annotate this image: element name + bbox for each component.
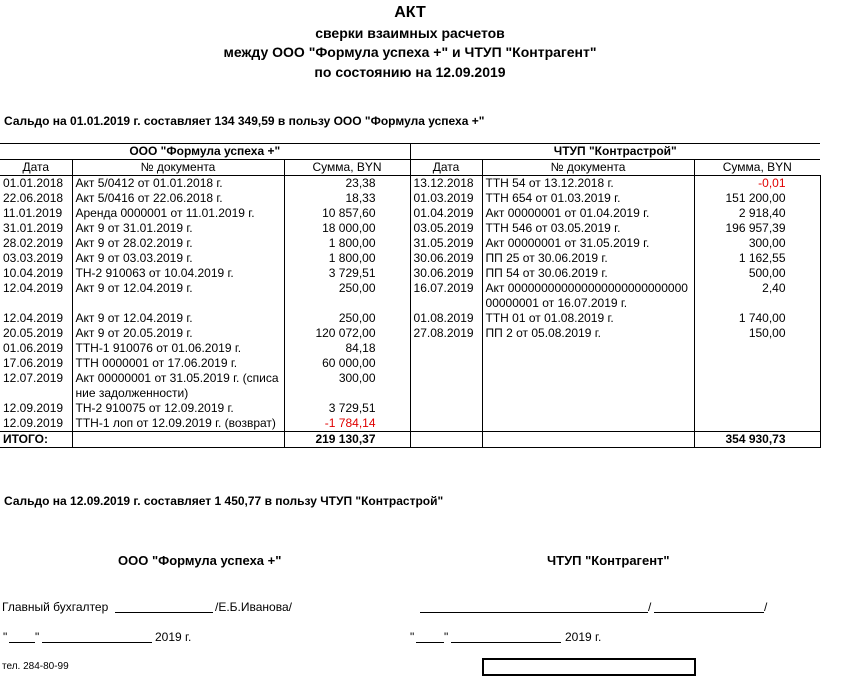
table-row [0,356,820,371]
left-sum-cell: 3 729,51 [284,266,410,281]
left-doc-cell: Аренда 0000001 от 11.01.2019 г. [72,206,284,221]
right-party-header: ЧТУП "Контрастрой" [410,144,820,160]
document-subtitle-1: сверки взаимных расчетов [315,25,505,41]
total-left-sum: 219 130,37 [284,432,410,448]
saldo-start: Сальдо на 01.01.2019 г. составляет 134 349,59 в пользу ООО "Формула успеха +" [4,114,485,128]
right-doc-cell [482,341,694,356]
right-date-cell: 31.05.2019 [410,236,482,251]
left-sum-cell: 18,33 [284,191,410,206]
right-doc-cell: ПП 25 от 30.06.2019 г. [482,251,694,266]
right-name-line [654,612,764,613]
left-doc-cell: Акт 00000001 от 31.05.2019 г. (списание задолженности) [72,371,284,401]
left-doc-cell: ТТН-1 лоп от 12.09.2019 г. (возврат) [72,416,284,432]
left-sum-cell: 84,18 [284,341,410,356]
left-doc-cell: Акт 9 от 20.05.2019 г. [72,326,284,341]
right-date-quote-open: " [410,630,415,644]
right-doc-cell: ТТН 546 от 03.05.2019 г. [482,221,694,236]
left-doc-header: № документа [72,160,284,176]
left-sum-cell: 18 000,00 [284,221,410,236]
table-row [0,401,820,416]
signature-left-party: ООО "Формула успеха +" [118,553,282,568]
left-date-cell: 31.01.2019 [0,221,72,236]
right-month-line [451,642,561,643]
right-sum-cell: 1 740,00 [694,311,820,326]
left-date-cell: 12.04.2019 [0,281,72,311]
right-date-year: 2019 г. [565,630,602,644]
left-date-cell: 01.06.2019 [0,341,72,356]
right-date-cell: 01.04.2019 [410,206,482,221]
left-date-cell: 12.04.2019 [0,311,72,326]
left-date-year: 2019 г. [155,630,192,644]
total-row [0,432,820,448]
table-row [0,221,820,236]
left-sum-cell: 10 857,60 [284,206,410,221]
table-row [0,206,820,221]
right-sum-cell: 196 957,39 [694,221,820,236]
right-sum-cell [694,416,820,432]
right-sum-cell: 150,00 [694,326,820,341]
right-date-cell: 30.06.2019 [410,251,482,266]
left-sum-cell: 300,00 [284,371,410,401]
table-row [0,281,820,311]
right-doc-cell: ТТН 54 от 13.12.2018 г. [482,176,694,192]
right-sum-cell: 151 200,00 [694,191,820,206]
left-sum-cell: 1 800,00 [284,236,410,251]
left-sum-cell: 250,00 [284,281,410,311]
saldo-end: Сальдо на 12.09.2019 г. составляет 1 450,77 в пользу ЧТУП "Контрастрой" [4,494,444,508]
right-signature-slash-end: / [764,600,768,614]
right-sum-cell: 1 162,55 [694,251,820,266]
right-doc-cell [482,416,694,432]
left-date-header: Дата [0,160,72,176]
left-date-cell: 22.06.2018 [0,191,72,206]
table-row [0,416,820,432]
left-date-cell: 20.05.2019 [0,326,72,341]
left-sum-header: Сумма, BYN [284,160,410,176]
document-subtitle-2: между ООО "Формула успеха +" и ЧТУП "Контрагент" [223,44,597,60]
left-date-cell: 12.09.2019 [0,401,72,416]
left-doc-cell: Акт 5/0412 от 01.01.2018 г. [72,176,284,192]
document-title: АКТ [394,4,426,21]
left-doc-cell: Акт 9 от 12.04.2019 г. [72,281,284,311]
right-doc-cell [482,401,694,416]
total-spacer [410,432,482,448]
left-date-cell: 12.07.2019 [0,371,72,401]
table-party-header-row [0,144,820,160]
table-row [0,341,820,356]
table-column-header-row [0,160,820,176]
left-doc-cell: Акт 9 от 03.03.2019 г. [72,251,284,266]
right-sum-cell: 2,40 [694,281,820,311]
right-doc-cell: Акт 00000000000000000000000000000000001 от 16.07.2019 г. [482,281,694,311]
right-sum-header: Сумма, BYN [694,160,820,176]
document-subtitle-3: по состоянию на 12.09.2019 [314,64,506,80]
left-month-line [42,642,152,643]
reconciliation-table [0,143,821,448]
left-date-cell: 12.09.2019 [0,416,72,432]
right-date-cell [410,341,482,356]
left-signature-line [115,612,213,613]
right-sum-cell: 300,00 [694,236,820,251]
table-row [0,176,820,192]
left-doc-cell: Акт 5/0416 от 22.06.2018 г. [72,191,284,206]
right-sum-cell: -0,01 [694,176,820,192]
left-date-cell: 17.06.2019 [0,356,72,371]
left-sum-cell: 3 729,51 [284,401,410,416]
right-signature-line [420,612,648,613]
left-date-quote-open: " [3,630,8,644]
right-date-cell: 16.07.2019 [410,281,482,311]
left-date-cell: 28.02.2019 [0,236,72,251]
right-doc-cell: Акт 00000001 от 01.04.2019 г. [482,206,694,221]
left-sum-cell: -1 784,14 [284,416,410,432]
right-date-cell [410,416,482,432]
right-sum-cell [694,371,820,401]
right-doc-cell: Акт 00000001 от 31.05.2019 г. [482,236,694,251]
right-doc-cell: ТТН 654 от 01.03.2019 г. [482,191,694,206]
left-doc-cell: ТН-2 910075 от 12.09.2019 г. [72,401,284,416]
right-day-line [416,642,444,643]
right-doc-cell: ТТН 01 от 01.08.2019 г. [482,311,694,326]
total-right-sum: 354 930,73 [694,432,820,448]
accountant-label: Главный бухгалтер [2,600,109,614]
right-date-cell [410,356,482,371]
right-signature-slash: / [648,600,652,614]
left-sum-cell: 250,00 [284,311,410,326]
left-doc-cell: ТН-2 910063 от 10.04.2019 г. [72,266,284,281]
right-date-quote-close: " [444,630,449,644]
table-row [0,311,820,326]
right-sum-cell: 2 918,40 [694,206,820,221]
right-date-cell [410,401,482,416]
right-doc-cell: ПП 2 от 05.08.2019 г. [482,326,694,341]
left-date-quote-close: " [35,630,40,644]
total-spacer [72,432,284,448]
table-row [0,236,820,251]
right-date-cell: 01.08.2019 [410,311,482,326]
right-doc-cell [482,371,694,401]
phone-number: тел. 284-80-99 [2,661,69,672]
table-row [0,266,820,281]
left-sum-cell: 60 000,00 [284,356,410,371]
left-doc-cell: Акт 9 от 28.02.2019 г. [72,236,284,251]
left-sum-cell: 23,38 [284,176,410,192]
left-date-cell: 03.03.2019 [0,251,72,266]
table-row [0,326,820,341]
left-date-cell: 01.01.2018 [0,176,72,192]
right-sum-cell [694,356,820,371]
left-doc-cell: Акт 9 от 31.01.2019 г. [72,221,284,236]
right-doc-header: № документа [482,160,694,176]
total-label: ИТОГО: [0,432,72,448]
left-party-header: ООО "Формула успеха +" [0,144,410,160]
left-sum-cell: 120 072,00 [284,326,410,341]
signature-right-party: ЧТУП "Контрагент" [547,553,670,568]
left-date-cell: 11.01.2019 [0,206,72,221]
left-doc-cell: ТТН-1 910076 от 01.06.2019 г. [72,341,284,356]
table-row [0,251,820,266]
right-date-cell: 27.08.2019 [410,326,482,341]
left-sum-cell: 1 800,00 [284,251,410,266]
right-doc-cell [482,356,694,371]
table-row [0,371,820,401]
right-date-cell: 30.06.2019 [410,266,482,281]
left-day-line [9,642,35,643]
left-doc-cell: Акт 9 от 12.04.2019 г. [72,311,284,326]
redacted-box [482,658,696,676]
right-date-cell: 03.05.2019 [410,221,482,236]
right-doc-cell: ПП 54 от 30.06.2019 г. [482,266,694,281]
right-sum-cell: 500,00 [694,266,820,281]
accountant-name: /Е.Б.Иванова/ [215,600,292,614]
left-doc-cell: ТТН 0000001 от 17.06.2019 г. [72,356,284,371]
right-date-cell: 01.03.2019 [410,191,482,206]
right-date-cell: 13.12.2018 [410,176,482,192]
right-date-cell [410,371,482,401]
table-row [0,191,820,206]
total-spacer [482,432,694,448]
left-date-cell: 10.04.2019 [0,266,72,281]
right-sum-cell [694,401,820,416]
right-sum-cell [694,341,820,356]
right-date-header: Дата [410,160,482,176]
